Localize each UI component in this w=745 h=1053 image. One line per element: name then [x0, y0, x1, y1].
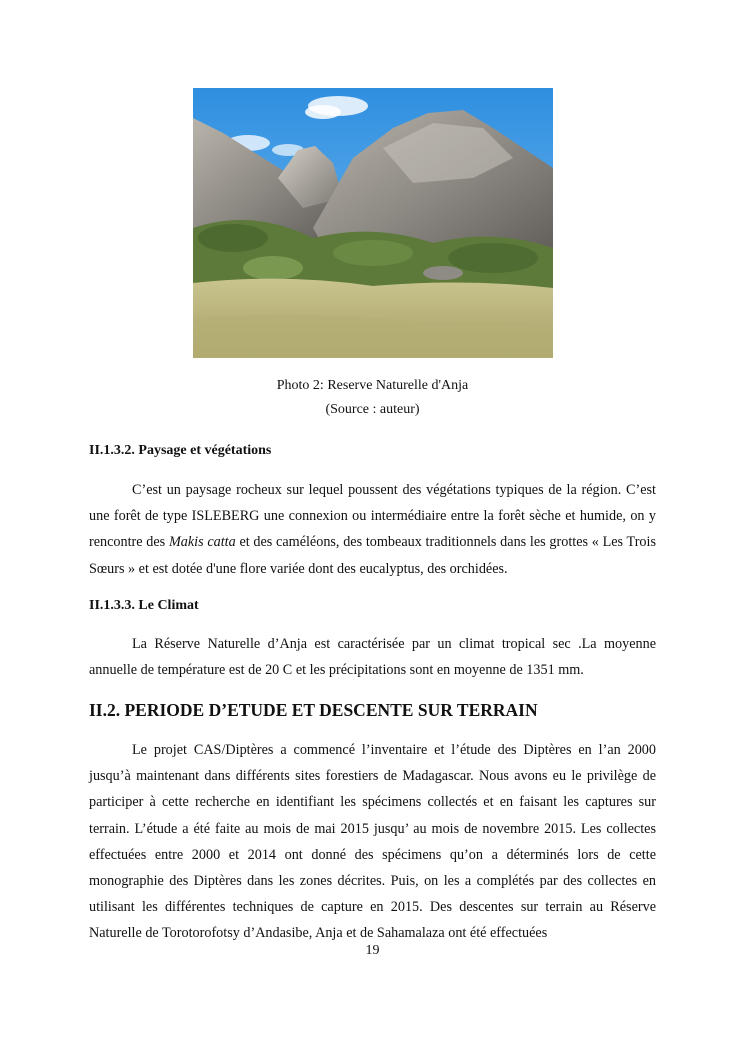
- landscape-photo: [193, 88, 553, 358]
- paragraph-paysage: [89, 477, 656, 582]
- page-number: 19: [365, 943, 380, 958]
- paysage-text-1: C’est un paysage rocheux sur lequel poussent des végétations typiques de la région. C’est une forêt de type ISLEBERG une connexion ou intermédiaire entre la forêt sèche et humide, on y rencontre des: [89, 482, 656, 551]
- paysage-text-2: et des caméléons, des tombeaux traditionnels dans les grottes « Les Trois Sœurs » et est dotée d'une flore variée dont des eucalyptus, des orchidées.: [89, 534, 656, 577]
- heading-periode: II.2. PERIODE D’ETUDE ET DESCENTE SUR TERRAIN: [89, 700, 538, 720]
- paragraph-climat: La Réserve Naturelle d’Anja est caractérisée par un climat tropical sec .La moyenne annuelle de température est de 20 C et les précipitations sont en moyenne de 1351 mm.: [89, 636, 656, 679]
- heading-paysage: II.1.3.2. Paysage et végétations: [89, 443, 272, 458]
- paragraph-periode: Le projet CAS/Diptères a commencé l’inventaire et l’étude des Diptères en l’an 2000 jusqu’à maintenant dans différents sites forestiers de Madagascar. Nous avons eu le privilège de participer à cette recherche en identifiant les spécimens collectés et en faisant les captures sur terrain. L’étude a été faite au mois de mai 2015 jusqu’ au mois de novembre 2015. Les collectes effectuées entre 2000 et 2014 ont donné des spécimens qu’on a déterminés lors de cette monographie des Diptères dans les zones décrites. Puis, on les a complétés par des collectes en utilisant les différentes techniques de capture en 2015. Des descentes sur terrain au Réserve Naturelle de Torotorofotsy d’Andasibe, Anja et de Sahamalaza ont été effectuées: [89, 742, 656, 942]
- figure-source: (Source : auteur): [325, 402, 420, 417]
- heading-climat: II.1.3.3. Le Climat: [89, 598, 199, 613]
- figure-caption: Photo 2: Reserve Naturelle d'Anja: [276, 378, 469, 393]
- paysage-species: Makis catta: [168, 534, 236, 551]
